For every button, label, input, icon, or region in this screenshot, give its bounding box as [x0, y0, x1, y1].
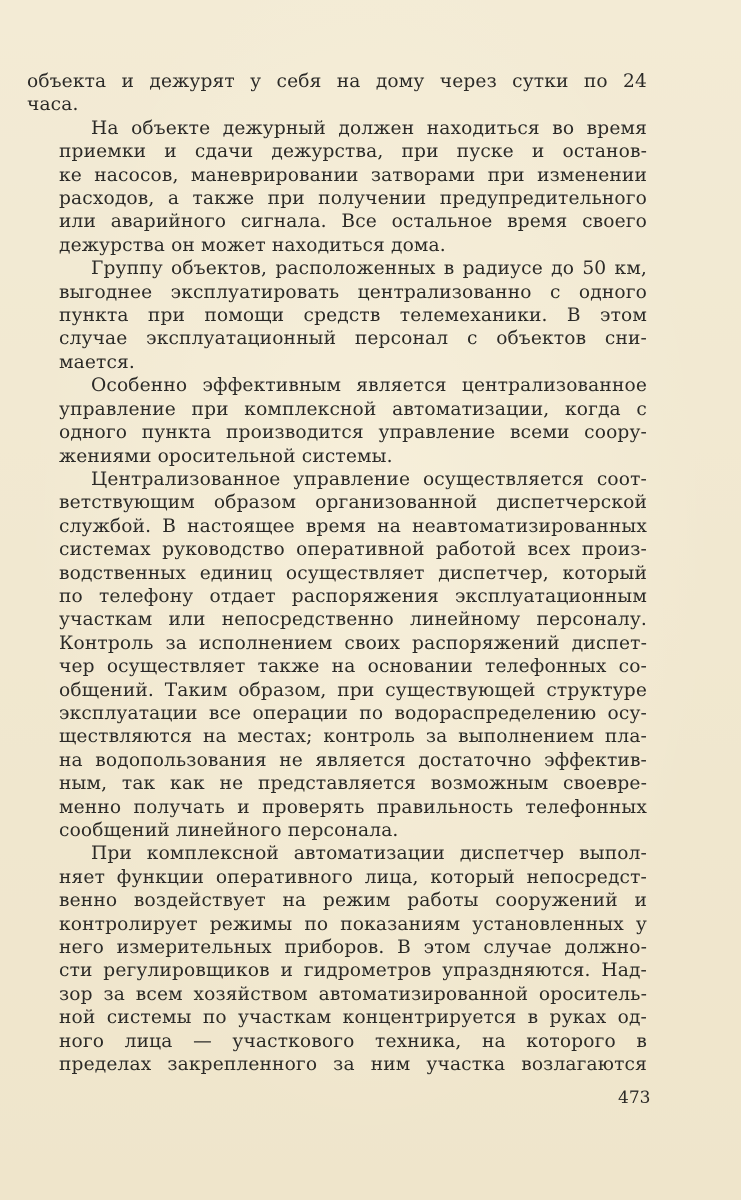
text-line: чер осуществляет также на основании телефонных со-	[59, 656, 647, 678]
paragraph	[27, 468, 647, 843]
text-line: него измерительных приборов. В этом случае должно-	[59, 937, 647, 959]
text-line: ным, так как не представляется возможным своевре-	[59, 773, 647, 795]
text-line: ветствующим образом организованной диспетчерской	[59, 492, 647, 514]
text-line: водственных единиц осуществляет диспетчер, который	[59, 562, 647, 584]
text-line: одного пункта производится управление всеми соору-	[59, 422, 647, 444]
text-line: эксплуатации все операции по водораспределению осу-	[59, 702, 647, 724]
text-line: приемки и сдачи дежурства, при пуске и останов-	[59, 141, 647, 163]
text-line: Контроль за исполнением своих распоряжений диспет-	[59, 632, 647, 654]
text-line: зор за всем хозяйством автоматизированной ороситель-	[59, 983, 647, 1005]
text-line: участкам или непосредственно линейному персоналу.	[59, 609, 647, 631]
text-line: расходов, а также при получении предупредительного	[59, 188, 647, 210]
text-line: случае эксплуатационный персонал с объектов сни-	[59, 328, 647, 350]
text-line: дежурства он может находиться дома.	[59, 234, 446, 256]
paragraph	[27, 842, 647, 1076]
text-line: ществляются на местах; контроль за выполнением пла-	[59, 726, 647, 748]
text-line: или аварийного сигнала. Все остальное время своего	[59, 211, 647, 233]
text-line: жениями оросительной системы.	[59, 445, 393, 467]
text-line: Централизованное управление осуществляется соот-	[91, 468, 647, 490]
text-line: На объекте дежурный должен находиться во время	[91, 117, 647, 139]
paragraph	[27, 257, 647, 374]
paragraph	[27, 70, 647, 117]
text-line: по телефону отдает распоряжения эксплуатационным	[59, 585, 647, 607]
page-number: 473	[618, 1088, 651, 1108]
text-line: мается.	[59, 351, 135, 373]
text-line: няет функции оперативного лица, который непосредст-	[59, 866, 647, 888]
text-line: контролирует режимы по показаниям установленных у	[59, 913, 647, 935]
text-line: объекта и дежурят у себя на дому через сутки по 24	[27, 71, 647, 92]
text-line: системах руководство оперативной работой всех произ-	[59, 539, 647, 561]
text-line: управление при комплексной автоматизации, когда с	[59, 398, 647, 420]
text-line: менно получать и проверять правильность телефонных	[59, 796, 647, 818]
paragraph	[27, 117, 647, 257]
text-line: венно воздействует на режим работы сооружений и	[59, 890, 647, 912]
text-line: сообщений линейного персонала.	[59, 820, 399, 841]
text-line: службой. В настоящее время на неавтоматизированных	[59, 515, 647, 537]
text-line: ного лица — участкового техника, на которого в	[59, 1030, 647, 1052]
text-line: ке насосов, маневрировании затворами при изменении	[59, 164, 647, 186]
text-line: на водопользования не является достаточно эффектив-	[59, 749, 647, 771]
text-line: выгоднее эксплуатировать централизованно с одного	[59, 281, 647, 303]
text-line: сти регулировщиков и гидрометров упраздняются. Над-	[59, 960, 647, 982]
text-line: При комплексной автоматизации диспетчер выпол-	[91, 843, 647, 865]
text-line: Особенно эффективным является централизованное	[91, 375, 647, 397]
text-line: Группу объектов, расположенных в радиусе до 50 км,	[91, 258, 647, 280]
text-line: часа.	[27, 94, 79, 116]
paragraph	[27, 374, 647, 468]
text-line: пункта при помощи средств телемеханики. В этом	[59, 305, 647, 327]
text-line: общений. Таким образом, при существующей структуре	[59, 679, 647, 701]
text-line: ной системы по участкам концентрируется в руках од-	[59, 1007, 647, 1029]
body-text	[27, 70, 647, 1076]
text-line: пределах закрепленного за ним участка возлагаются	[59, 1054, 647, 1076]
